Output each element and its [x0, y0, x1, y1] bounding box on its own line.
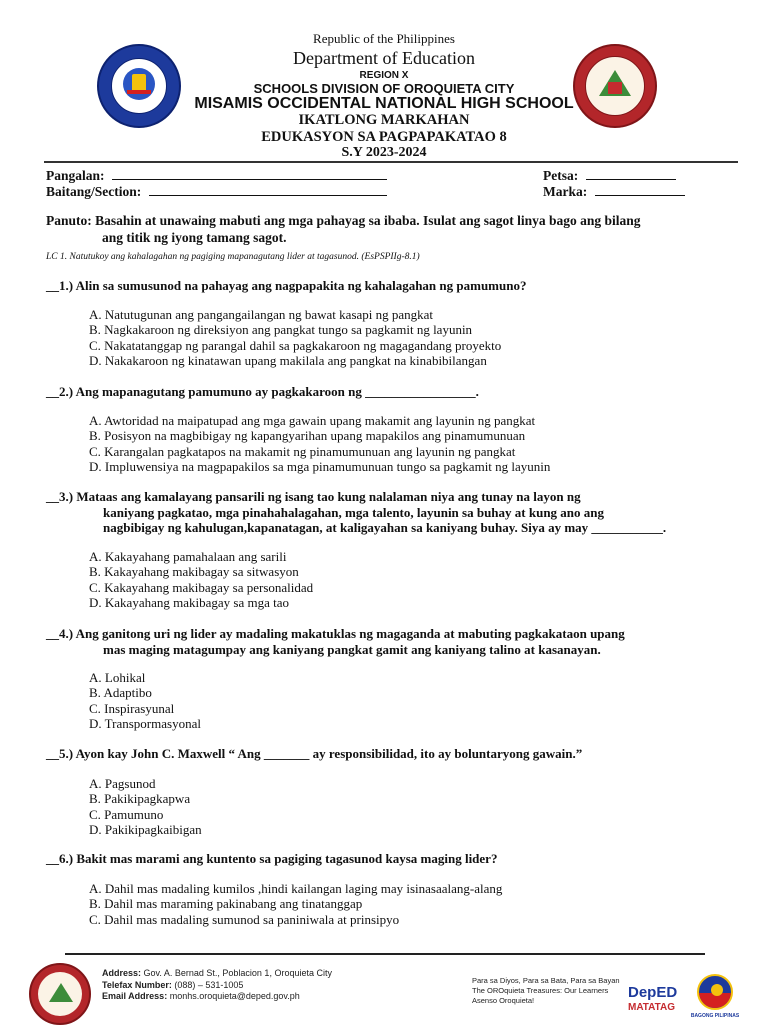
choice-4a[interactable]: A. Lohikal [89, 670, 146, 685]
bagong-pilipinas-logo [688, 974, 742, 1022]
deped-matatag-logo [628, 985, 684, 1021]
question-2 [46, 384, 736, 400]
question-4 [46, 626, 736, 657]
choice-5b[interactable]: B. Pakikipagkapwa [89, 791, 191, 807]
address-value: Gov. A. Bernad St., Poblacion 1, Oroquieta City [143, 968, 332, 978]
choice-1d[interactable]: D. Nakakaroon ng kinatawan upang makilala ang pangkat na kinabibilangan [89, 352, 487, 368]
choice-6b[interactable]: B. Dahil mas maraming pakinabang ang tinatanggap [89, 896, 363, 912]
choice-2a[interactable]: A. Awtoridad na maipatupad ang mga gawain upang makamit ang layunin ng pangkat [89, 413, 536, 428]
question-2-choices [89, 413, 550, 474]
motto-line-2: The OROquieta Treasures: Our Learners [472, 986, 609, 995]
instructions [46, 212, 746, 246]
question-3-text-1: __3.) Mataas ang kamalayang pansarili ng isang tao kung nalalaman niya ang tunay na layon ng [46, 489, 581, 504]
name-label: Pangalan: [46, 168, 105, 183]
question-4-text-1: __4.) Ang ganitong uri ng lider ay madaling makatuklas ng magaganda at mabuting pagkakataon upang [46, 626, 625, 641]
footer-motto [472, 976, 620, 1006]
instructions-text-1: Basahin at unawaing mabuti ang mga pahayag sa ibaba. Isulat ang sagot linya bago ang bilang [95, 213, 641, 228]
header-divider [44, 161, 738, 163]
choice-1a[interactable]: A. Natutugunan ang pangangailangan ng bawat kasapi ng pangkat [89, 307, 434, 322]
question-2-text: __2.) Ang mapanagutang pamumuno ay pagkakaroon ng _________________. [46, 384, 479, 399]
choice-3d[interactable]: D. Kakayahang makibagay sa mga tao [89, 594, 289, 610]
name-field[interactable] [112, 168, 387, 180]
deped-wordmark: DepED [628, 984, 678, 1001]
question-5-choices [89, 776, 202, 837]
department-title: Department of Education [293, 48, 475, 68]
footer-divider [65, 953, 705, 955]
choice-4b[interactable]: B. Adaptibo [89, 685, 152, 701]
date-field[interactable] [586, 168, 676, 180]
choice-1c[interactable]: C. Nakatatanggap ng parangal dahil sa pagkakaroon ng magagandang proyekto [89, 337, 502, 353]
telefax-label: Telefax Number: [102, 979, 172, 990]
region-line: REGION X [359, 70, 409, 81]
question-5-text: __5.) Ayon kay John C. Maxwell “ Ang _______ ay responsibilidad, ito ay boluntaryong gawain.” [46, 746, 583, 761]
learning-competency: LC 1. Natutukoy ang kahalagahan ng pagiging mapanagutang lider at tagasunod. (EsPSPIIg-8.1) [46, 252, 420, 262]
choice-6c[interactable]: C. Dahil mas madaling sumunod sa paniniwala at prinsipyo [89, 911, 400, 927]
email-value[interactable]: monhs.oroquieta@deped.gov.ph [169, 991, 300, 1001]
choice-2d[interactable]: D. Impluwensiya na magpapakilos sa mga pinamumunuan tungo sa pagkamit ng layunin [89, 458, 551, 474]
question-1-text: __1.) Alin sa sumusunod na pahayag ang nagpapakita ng kahalagahan ng pamumuno? [46, 278, 527, 293]
school-name: MISAMIS OCCIDENTAL NATIONAL HIGH SCHOOL [194, 95, 574, 112]
question-5 [46, 746, 736, 762]
bagong-pilipinas-text: BAGONG PILIPINAS [690, 1013, 740, 1019]
choice-5a[interactable]: A. Pagsunod [89, 776, 156, 791]
question-1 [46, 278, 736, 294]
question-3 [46, 489, 736, 536]
choice-4d[interactable]: D. Transpormasyonal [89, 715, 201, 731]
quarter-title: IKATLONG MARKAHAN [298, 112, 470, 128]
question-4-text-2: mas maging matagumpay ang kaniyang pangkat gamit ang kaniyang talino at kasanayan. [103, 641, 601, 657]
choice-2b[interactable]: B. Posisyon na magbibigay ng kapangyarihan upang mapakilos ang pinamumunuan [89, 428, 526, 444]
instructions-text-2: ang titik ng iyong tamang sagot. [102, 230, 287, 245]
choice-5d[interactable]: D. Pakikipagkaibigan [89, 821, 202, 837]
question-3-text-2: kaniyang pagkatao, mga pinahahalagahan, mga talento, layunin sa buhay at kung ano ang [103, 504, 605, 520]
choice-3b[interactable]: B. Kakayahang makibagay sa sitwasyon [89, 564, 299, 580]
question-4-choices [89, 670, 201, 731]
email-label: Email Address: [102, 991, 168, 1001]
date-label: Petsa: [543, 168, 579, 183]
choice-3a[interactable]: A. Kakayahang pamahalaan ang sarili [89, 549, 287, 564]
question-3-choices [89, 549, 313, 610]
address-label: Address: [102, 968, 142, 978]
motto-line-1: Para sa Diyos, Para sa Bata, Para sa Bayan [472, 976, 620, 985]
matatag-wordmark: MATATAG [628, 1002, 676, 1013]
choice-5c[interactable]: C. Pamumuno [89, 806, 164, 822]
choice-1b[interactable]: B. Nagkakaroon ng direksiyon ang pangkat tungo sa pagkamit ng layunin [89, 322, 473, 338]
choice-4c[interactable]: C. Inspirasyunal [89, 700, 175, 716]
question-6 [46, 851, 736, 867]
instructions-label: Panuto: [46, 213, 92, 228]
footer-contact [102, 968, 402, 1003]
score-label: Marka: [543, 184, 588, 199]
score-field[interactable] [595, 184, 685, 196]
footer-school-seal [29, 963, 91, 1025]
section-label: Baitang/Section: [46, 184, 142, 199]
subject-title: EDUKASYON SA PAGPAPAKATAO 8 [261, 129, 507, 145]
telefax-value: (088) – 531-1005 [174, 979, 244, 990]
choice-2c[interactable]: C. Karangalan pagkatapos na makamit ng pinamumunuan ang layunin ng pangkat [89, 443, 516, 459]
question-6-choices [89, 881, 502, 927]
section-field[interactable] [149, 184, 387, 196]
choice-6a[interactable]: A. Dahil mas madaling kumilos ,hindi kailangan laging may isinasaalang-alang [89, 881, 503, 896]
school-year: S.Y 2023-2024 [341, 145, 427, 160]
question-3-text-3: nagbibigay ng kahulugan,kapanatagan, at kaligayahan sa kaniyang buhay. Siya ay may ___________. [103, 520, 667, 535]
choice-3c[interactable]: C. Kakayahang makibagay sa personalidad [89, 579, 314, 595]
division-line: SCHOOLS DIVISION OF OROQUIETA CITY [253, 81, 515, 96]
motto-line-3: Asenso Oroquieta! [472, 996, 535, 1005]
question-6-text: __6.) Bakit mas marami ang kuntento sa pagiging tagasunod kaysa maging lider? [46, 851, 498, 866]
question-1-choices [89, 307, 501, 368]
republic-line: Republic of the Philippines [313, 31, 455, 46]
